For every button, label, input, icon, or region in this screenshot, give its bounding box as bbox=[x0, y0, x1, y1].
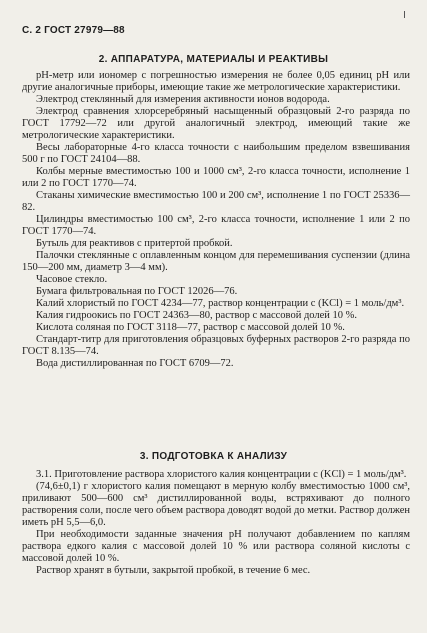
paragraph: рН-метр или иономер с погрешностью измерения не более 0,05 единиц рН или другие аналогичные приборы, имеющие такие же метрологические характеристики. bbox=[22, 70, 410, 93]
paragraph: Кислота соляная по ГОСТ 3118—77, раствор с массовой долей 10 %. bbox=[36, 322, 345, 333]
section-3-body bbox=[22, 469, 410, 577]
section-2-body bbox=[22, 70, 410, 370]
page-header: С. 2 ГОСТ 27979—88 bbox=[22, 25, 125, 36]
paragraph: Часовое стекло. bbox=[36, 274, 108, 285]
paragraph: Весы лабораторные 4-го класса точности с наибольшим пределом взвешивания 500 г по ГОСТ 24104—88. bbox=[22, 142, 410, 165]
margin-mark bbox=[404, 11, 405, 18]
paragraph: Палочки стеклянные с оплавленным концом для перемешивания суспензии (длина 150—200 мм, диаметр 3—4 мм). bbox=[22, 250, 410, 273]
paragraph: 3.1. Приготовление раствора хлористого калия концентрации с (KCl) = 1 моль/дм³. bbox=[36, 469, 407, 480]
paragraph: Колбы мерные вместимостью 100 и 1000 см³, 2-го класса точности, исполнение 1 или 2 по ГОСТ 1770—74. bbox=[22, 166, 410, 189]
paragraph: Бумага фильтровальная по ГОСТ 12026—76. bbox=[36, 286, 238, 297]
section-3-title: 3. ПОДГОТОВКА К АНАЛИЗУ bbox=[139, 451, 288, 462]
paragraph: Электрод стеклянный для измерения активности ионов водорода. bbox=[36, 94, 330, 105]
section-2-title: 2. АППАРАТУРА, МАТЕРИАЛЫ И РЕАКТИВЫ bbox=[98, 54, 329, 65]
paragraph: Бутыль для реактивов с притертой пробкой. bbox=[36, 238, 233, 249]
paragraph: Стаканы химические вместимостью 100 и 200 см³, исполнение 1 по ГОСТ 25336—82. bbox=[22, 190, 410, 213]
paragraph: Калий хлористый по ГОСТ 4234—77, раствор концентрации с (KCl) = 1 моль/дм³. bbox=[36, 298, 405, 309]
paragraph: (74,6±0,1) г хлористого калия помещают в мерную колбу вместимостью 1000 см³, приливают 500—600 см³ дистиллированной воды, встряхивают до полного растворения соли, после чего объем раствора доводят водой до метки. Раствор должен иметь рН 5,5—6,0. bbox=[22, 481, 410, 528]
paragraph: Вода дистиллированная по ГОСТ 6709—72. bbox=[36, 358, 234, 369]
paragraph: Электрод сравнения хлорсеребряный насыщенный образцовый 2-го разряда по ГОСТ 17792—72 или другой аналогичный электрод, имеющий такие же метрологические характеристики. bbox=[22, 106, 410, 141]
paragraph: Стандарт-титр для приготовления образцовых буферных растворов 2-го разряда по ГОСТ 8.135—74. bbox=[22, 334, 410, 357]
paragraph: Раствор хранят в бутыли, закрытой пробкой, в течение 6 мес. bbox=[36, 565, 311, 576]
paragraph: Цилиндры вместимостью 100 см³, 2-го класса точности, исполнение 1 или 2 по ГОСТ 1770—74. bbox=[22, 214, 410, 237]
paragraph: При необходимости заданные значения рН получают добавлением по каплям раствора едкого калия с массовой долей 10 % или раствора соляной кислоты с массовой долей 10 %. bbox=[22, 529, 410, 564]
paragraph: Калия гидроокись по ГОСТ 24363—80, раствор с массовой долей 10 %. bbox=[36, 310, 358, 321]
